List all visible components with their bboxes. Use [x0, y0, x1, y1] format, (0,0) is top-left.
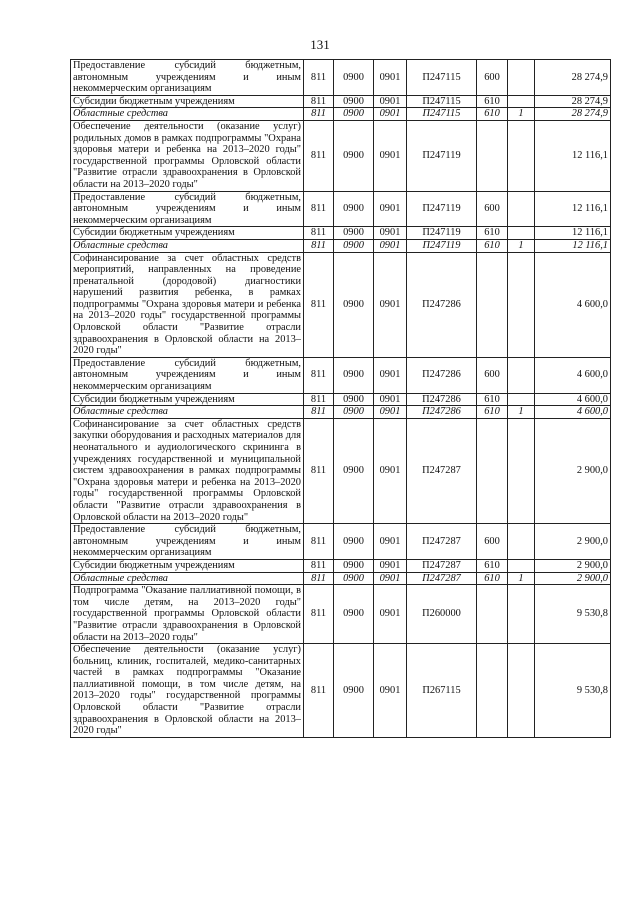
funding-source — [508, 585, 535, 644]
amount: 12 116,1 — [535, 191, 611, 227]
subsection-code: 0901 — [374, 95, 407, 108]
subsection-code: 0901 — [374, 252, 407, 357]
table-row — [71, 252, 611, 357]
expense-type: 610 — [477, 108, 508, 121]
row-name: Обеспечение деятельности (оказание услуг) родильных домов в рамках подпрограммы "Охрана здоровья матери и ребенка на 2013–2020 годы" государственной программы Орловской области "Развитие отрасли здравоохранения в Орловской области на 2013–2020 годы" — [71, 120, 304, 191]
amount: 4 600,0 — [535, 252, 611, 357]
section-code: 0900 — [334, 524, 374, 560]
target-article: П247115 — [407, 108, 477, 121]
section-code: 0900 — [334, 585, 374, 644]
subsection-code: 0901 — [374, 524, 407, 560]
expense-type: 610 — [477, 406, 508, 419]
row-name: Софинансирование за счет областных средств закупки оборудования и расходных материалов для неонатального и аудиологического скрининга в учреждениях государственной и муниципальной систем здравоохранения в рамках подпрограммы "Охрана здоровья матери и ребенка на 2013–2020 годы" государственной программы Орловской области "Развитие отрасли здравоохранения в Орловской области на 2013–2020 годы" — [71, 418, 304, 523]
amount: 4 600,0 — [535, 357, 611, 393]
expense-type: 610 — [477, 227, 508, 240]
row-name: Областные средства — [71, 108, 304, 121]
page-number: 131 — [310, 37, 330, 52]
expense-type — [477, 418, 508, 523]
admin-code: 811 — [304, 108, 334, 121]
section-code: 0900 — [334, 572, 374, 585]
section-code: 0900 — [334, 252, 374, 357]
admin-code: 811 — [304, 406, 334, 419]
target-article: П247287 — [407, 524, 477, 560]
table-row — [71, 95, 611, 108]
target-article: П247287 — [407, 559, 477, 572]
row-name: Областные средства — [71, 572, 304, 585]
funding-source: 1 — [508, 572, 535, 585]
admin-code: 811 — [304, 585, 334, 644]
row-name: Субсидии бюджетным учреждениям — [71, 559, 304, 572]
amount: 2 900,0 — [535, 418, 611, 523]
section-code: 0900 — [334, 120, 374, 191]
funding-source — [508, 227, 535, 240]
row-name: Субсидии бюджетным учреждениям — [71, 227, 304, 240]
target-article: П247287 — [407, 572, 477, 585]
funding-source — [508, 191, 535, 227]
target-article: П247119 — [407, 227, 477, 240]
funding-source — [508, 418, 535, 523]
admin-code: 811 — [304, 227, 334, 240]
subsection-code: 0901 — [374, 406, 407, 419]
admin-code: 811 — [304, 357, 334, 393]
subsection-code: 0901 — [374, 559, 407, 572]
subsection-code: 0901 — [374, 357, 407, 393]
section-code: 0900 — [334, 239, 374, 252]
amount: 4 600,0 — [535, 393, 611, 406]
funding-source: 1 — [508, 108, 535, 121]
table-row — [71, 559, 611, 572]
admin-code: 811 — [304, 524, 334, 560]
target-article: П267115 — [407, 644, 477, 738]
target-article: П247286 — [407, 357, 477, 393]
table-row — [71, 239, 611, 252]
funding-source — [508, 252, 535, 357]
expense-type: 610 — [477, 393, 508, 406]
section-code: 0900 — [334, 406, 374, 419]
expense-type — [477, 252, 508, 357]
subsection-code: 0901 — [374, 585, 407, 644]
expense-type: 610 — [477, 559, 508, 572]
amount: 28 274,9 — [535, 60, 611, 96]
table-row — [71, 644, 611, 738]
funding-source — [508, 524, 535, 560]
target-article: П247119 — [407, 239, 477, 252]
admin-code: 811 — [304, 559, 334, 572]
table-row — [71, 120, 611, 191]
funding-source — [508, 644, 535, 738]
amount: 2 900,0 — [535, 559, 611, 572]
subsection-code: 0901 — [374, 191, 407, 227]
table-row — [71, 227, 611, 240]
section-code: 0900 — [334, 644, 374, 738]
row-name: Предоставление субсидий бюджетным, автономным учреждениям и иным некоммерческим организациям — [71, 60, 304, 96]
row-name: Областные средства — [71, 406, 304, 419]
expense-type: 600 — [477, 357, 508, 393]
funding-source — [508, 393, 535, 406]
expense-type — [477, 644, 508, 738]
admin-code: 811 — [304, 120, 334, 191]
table-row — [71, 60, 611, 96]
table-row — [71, 357, 611, 393]
funding-source: 1 — [508, 406, 535, 419]
expense-type: 610 — [477, 239, 508, 252]
row-name: Софинансирование за счет областных средств мероприятий, направленных на проведение пренатальной (дородовой) диагностики нарушений развития ребенка, в рамках подпрограммы "Охрана здоровья матери и ребенка на 2013–2020 годы" государственной программы Орловской области "Развитие отрасли здравоохранения в Орловской области на 2013–2020 годы" — [71, 252, 304, 357]
target-article: П247115 — [407, 95, 477, 108]
section-code: 0900 — [334, 418, 374, 523]
amount: 2 900,0 — [535, 572, 611, 585]
admin-code: 811 — [304, 644, 334, 738]
expense-type: 610 — [477, 572, 508, 585]
amount: 12 116,1 — [535, 120, 611, 191]
amount: 2 900,0 — [535, 524, 611, 560]
target-article: П260000 — [407, 585, 477, 644]
row-name: Субсидии бюджетным учреждениям — [71, 95, 304, 108]
funding-source — [508, 95, 535, 108]
row-name: Обеспечение деятельности (оказание услуг) больниц, клиник, госпиталей, медико-санитарных частей в рамках подпрограммы "Оказание паллиативной помощи, в том числе детям, на 2013–2020 годы" государственной программы Орловской области "Развитие отрасли здравоохранения в Орловской области на 2013–2020 годы" — [71, 644, 304, 738]
subsection-code: 0901 — [374, 120, 407, 191]
table-row — [71, 585, 611, 644]
section-code: 0900 — [334, 357, 374, 393]
target-article: П247286 — [407, 393, 477, 406]
section-code: 0900 — [334, 108, 374, 121]
admin-code: 811 — [304, 191, 334, 227]
target-article: П247287 — [407, 418, 477, 523]
section-code: 0900 — [334, 95, 374, 108]
subsection-code: 0901 — [374, 644, 407, 738]
subsection-code: 0901 — [374, 60, 407, 96]
subsection-code: 0901 — [374, 108, 407, 121]
amount: 12 116,1 — [535, 227, 611, 240]
subsection-code: 0901 — [374, 393, 407, 406]
amount: 9 530,8 — [535, 585, 611, 644]
amount: 12 116,1 — [535, 239, 611, 252]
expense-type: 610 — [477, 95, 508, 108]
admin-code: 811 — [304, 252, 334, 357]
section-code: 0900 — [334, 559, 374, 572]
target-article: П247119 — [407, 120, 477, 191]
row-name: Предоставление субсидий бюджетным, автономным учреждениям и иным некоммерческим организациям — [71, 191, 304, 227]
table-row — [71, 572, 611, 585]
row-name: Предоставление субсидий бюджетным, автономным учреждениям и иным некоммерческим организациям — [71, 524, 304, 560]
admin-code: 811 — [304, 418, 334, 523]
row-name: Предоставление субсидий бюджетным, автономным учреждениям и иным некоммерческим организациям — [71, 357, 304, 393]
table-row — [71, 393, 611, 406]
funding-source: 1 — [508, 239, 535, 252]
amount: 9 530,8 — [535, 644, 611, 738]
row-name: Субсидии бюджетным учреждениям — [71, 393, 304, 406]
amount: 28 274,9 — [535, 108, 611, 121]
admin-code: 811 — [304, 572, 334, 585]
expense-type: 600 — [477, 524, 508, 560]
amount: 4 600,0 — [535, 406, 611, 419]
table-row — [71, 191, 611, 227]
section-code: 0900 — [334, 60, 374, 96]
funding-source — [508, 60, 535, 96]
expense-type: 600 — [477, 60, 508, 96]
row-name: Подпрограмма "Оказание паллиативной помощи, в том числе детям, на 2013–2020 годы" государственной программы Орловской области "Развитие отрасли здравоохранения в Орловской области на 2013–2020 годы" — [71, 585, 304, 644]
subsection-code: 0901 — [374, 227, 407, 240]
target-article: П247286 — [407, 406, 477, 419]
table-row — [71, 406, 611, 419]
admin-code: 811 — [304, 60, 334, 96]
target-article: П247115 — [407, 60, 477, 96]
target-article: П247286 — [407, 252, 477, 357]
section-code: 0900 — [334, 191, 374, 227]
budget-table — [70, 59, 611, 738]
admin-code: 811 — [304, 239, 334, 252]
section-code: 0900 — [334, 393, 374, 406]
funding-source — [508, 120, 535, 191]
admin-code: 811 — [304, 95, 334, 108]
target-article: П247119 — [407, 191, 477, 227]
expense-type — [477, 120, 508, 191]
funding-source — [508, 357, 535, 393]
row-name: Областные средства — [71, 239, 304, 252]
funding-source — [508, 559, 535, 572]
subsection-code: 0901 — [374, 418, 407, 523]
subsection-code: 0901 — [374, 239, 407, 252]
amount: 28 274,9 — [535, 95, 611, 108]
section-code: 0900 — [334, 227, 374, 240]
admin-code: 811 — [304, 393, 334, 406]
table-row — [71, 524, 611, 560]
expense-type — [477, 585, 508, 644]
table-row — [71, 418, 611, 523]
table-row — [71, 108, 611, 121]
expense-type: 600 — [477, 191, 508, 227]
subsection-code: 0901 — [374, 572, 407, 585]
